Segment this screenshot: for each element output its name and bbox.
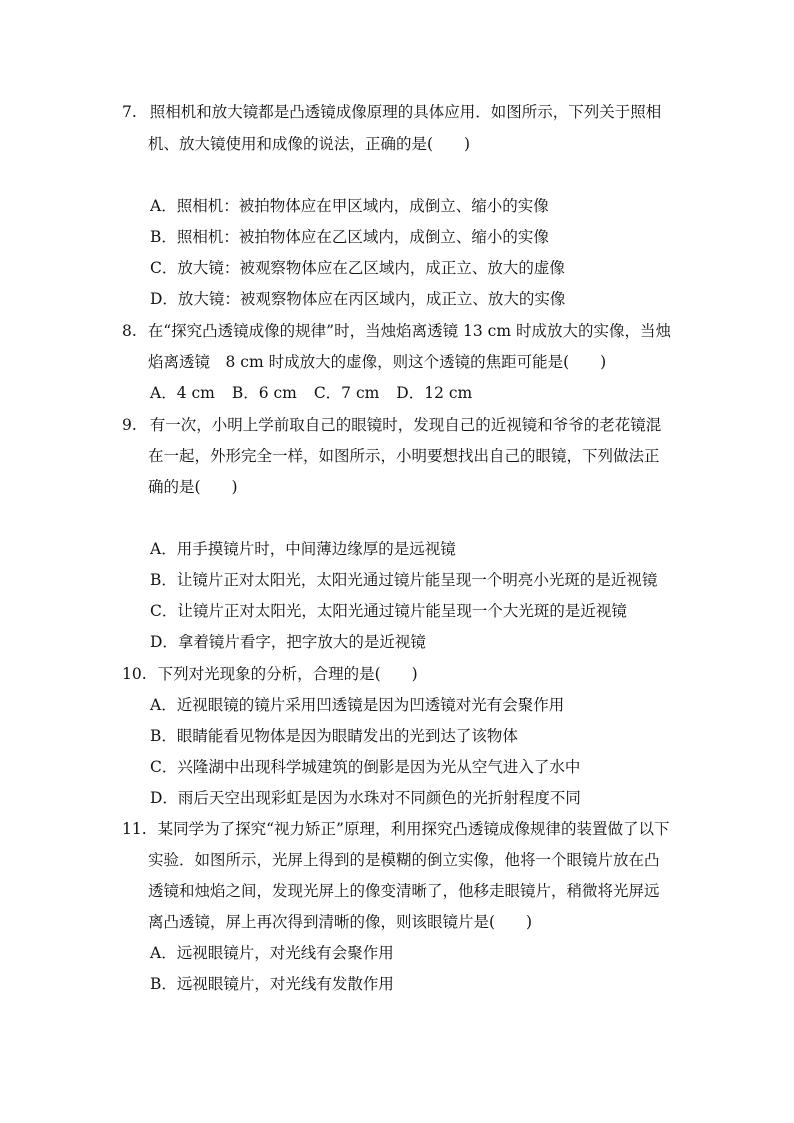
question-8-option-a: A．4 cm bbox=[150, 384, 215, 402]
question-11-line-2: 实验．如图所示，光屏上得到的是模糊的倒立实像，他将一个眼镜片放在凸 bbox=[148, 851, 660, 869]
question-7-option-b: B．照相机：被拍物体应在乙区域内，成倒立、缩小的实像 bbox=[150, 228, 549, 246]
question-9-option-c: C．让镜片正对太阳光，太阳光通过镜片能呈现一个大光斑的是近视镜 bbox=[150, 602, 627, 620]
question-8-line-2: 焰离透镜 8 cm 时成放大的虚像，则这个透镜的焦距可能是( ) bbox=[148, 353, 607, 371]
question-9-option-b: B．让镜片正对太阳光，太阳光通过镜片能呈现一个明亮小光斑的是近视镜 bbox=[150, 571, 658, 589]
question-10-option-a: A．近视眼镜的镜片采用凹透镜是因为凹透镜对光有会聚作用 bbox=[150, 696, 565, 714]
question-8-option-c: C．7 cm bbox=[313, 384, 380, 402]
question-7-line-2: 机、放大镜使用和成像的说法，正确的是( ) bbox=[148, 135, 471, 153]
question-8-line-1 bbox=[122, 320, 671, 342]
question-11-line-4: 离凸透镜，屏上再次得到清晰的像，则该眼镜片是( ) bbox=[148, 913, 533, 931]
question-10-option-c: C．兴隆湖中出现科学城建筑的倒影是因为光从空气进入了水中 bbox=[150, 758, 581, 776]
question-7-text-1: 照相机和放大镜都是凸透镜成像原理的具体应用．如图所示，下列关于照相 bbox=[149, 103, 662, 121]
question-9-option-a: A．用手摸镜片时，中间薄边缘厚的是远视镜 bbox=[150, 540, 456, 558]
question-11-option-b: B．远视眼镜片，对光线有发散作用 bbox=[150, 975, 394, 993]
question-10-option-b: B．眼睛能看见物体是因为眼睛发出的光到达了该物体 bbox=[150, 727, 518, 745]
question-7-number: 7. bbox=[122, 103, 137, 121]
question-8-option-b: B．6 cm bbox=[231, 384, 297, 402]
question-8-option-d: D．12 cm bbox=[396, 384, 473, 402]
question-8-options bbox=[150, 382, 472, 404]
question-8-number: 8. bbox=[122, 322, 137, 340]
question-9-number: 9. bbox=[122, 416, 137, 434]
question-10-option-d: D．雨后天空出现彩虹是因为水珠对不同颜色的光折射程度不同 bbox=[150, 789, 581, 807]
question-10-number: 10. bbox=[122, 665, 147, 683]
question-10-line-1 bbox=[122, 663, 418, 685]
question-9-line-1 bbox=[122, 414, 661, 436]
question-9-text-1: 有一次，小明上学前取自己的眼镜时，发现自己的近视镜和爷爷的老花镜混 bbox=[149, 416, 662, 434]
question-8-text-1: 在“探究凸透镜成像的规律”时，当烛焰离透镜 13 cm 时成放大的实像，当烛 bbox=[147, 322, 671, 340]
question-11-option-a: A．远视眼镜片，对光线有会聚作用 bbox=[150, 944, 394, 962]
question-11-line-1 bbox=[122, 818, 669, 840]
question-11-line-3: 透镜和烛焰之间，发现光屏上的像变清晰了，他移走眼镜片，稍微将光屏远 bbox=[148, 882, 660, 900]
question-7-line-1 bbox=[122, 101, 661, 123]
question-7-option-c: C．放大镜：被观察物体应在乙区域内，成正立、放大的虚像 bbox=[150, 259, 565, 277]
question-9-option-d: D．拿着镜片看字，把字放大的是近视镜 bbox=[150, 633, 426, 651]
question-7-option-a: A．照相机：被拍物体应在甲区域内，成倒立、缩小的实像 bbox=[150, 197, 549, 215]
question-11-number: 11. bbox=[122, 820, 147, 838]
question-11-text-1: 某同学为了探究“视力矫正”原理，利用探究凸透镜成像规律的装置做了以下 bbox=[157, 820, 670, 838]
question-7-option-d: D．放大镜：被观察物体应在丙区域内，成正立、放大的实像 bbox=[150, 290, 566, 308]
question-9-line-3: 确的是( ) bbox=[148, 478, 238, 496]
question-10-text-1: 下列对光现象的分析，合理的是( ) bbox=[157, 665, 418, 683]
question-9-line-2: 在一起，外形完全一样，如图所示，小明要想找出自己的眼镜，下列做法正 bbox=[148, 447, 660, 465]
